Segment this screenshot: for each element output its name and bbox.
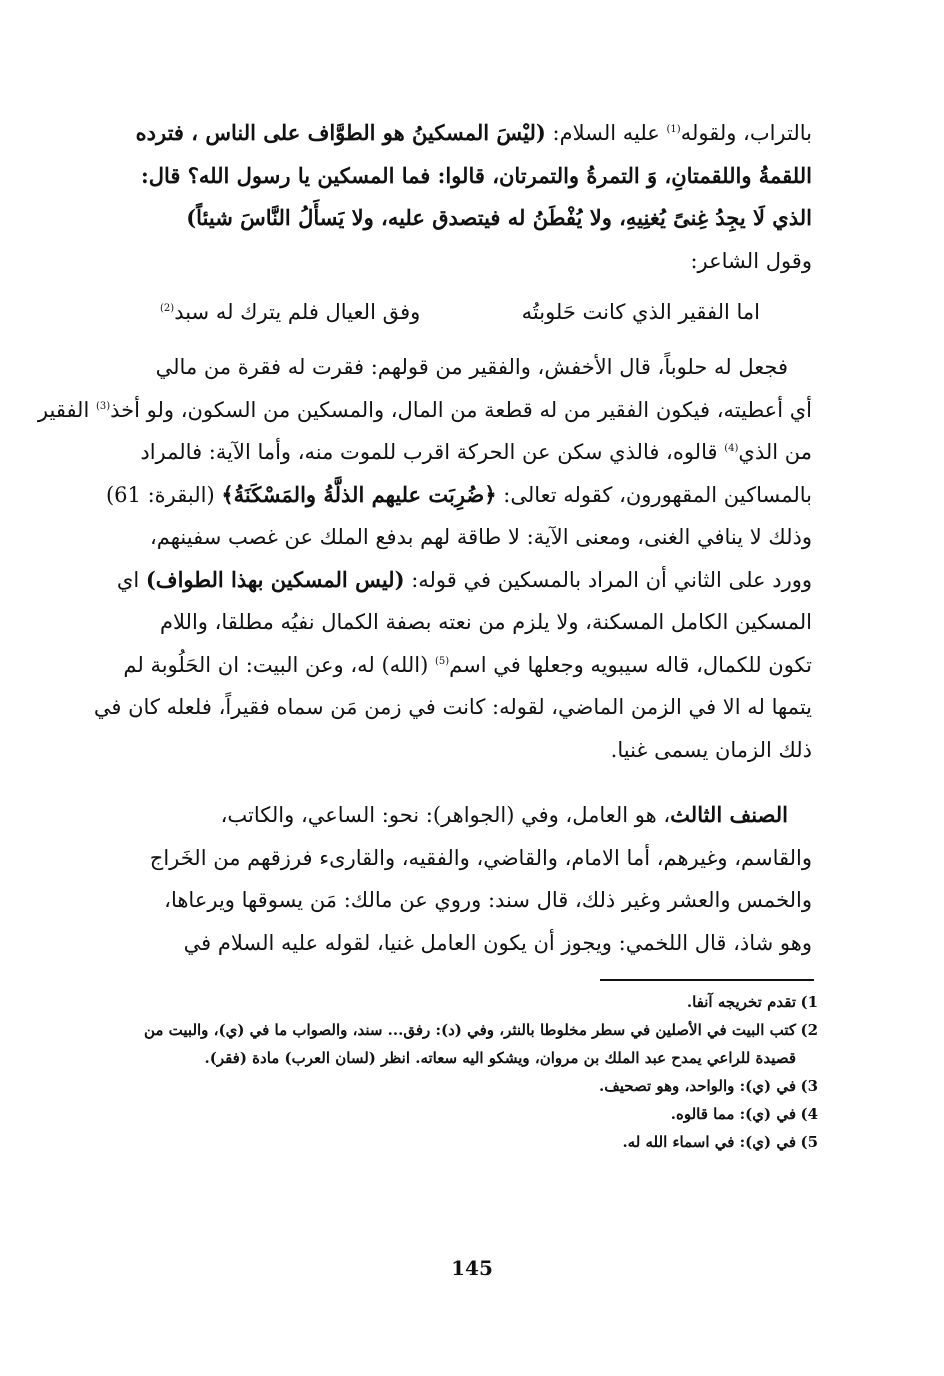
footnote-ref-3[interactable]: (3)	[95, 400, 111, 412]
paragraph-1-line-1: بالتراب، ولقوله$^{(1)}$ عليه السلام: (ليْسَ المسكينُ هو الطوَّاف على الناس ، فترده	[135, 120, 812, 145]
footnote-ref-4[interactable]: (4)	[724, 443, 739, 454]
footnote-4: 4) في (ي): مما قالوه.	[670, 1105, 818, 1123]
footnotes	[132, 988, 818, 1156]
footnote-5: 5) في (ي): في اسماء الله له.	[622, 1133, 818, 1151]
paragraph-3-line-3: والخمس والعشر وغير ذلك، قال سند: وروي عن مالك: مَن يسوقها ويرعاها،	[164, 888, 812, 912]
footnote-2: 2) كتب البيت في الأصلين في سطر مخلوطا بالنثر، وفي (د): رفق... سند، والصواب ما في (ي)، والبيت من قصيدة للراعي يمدح عبد الملك بن مروان، ويشكو اليه سعاته. انظر (لسان العرب) مادة (فقر).	[143, 1021, 818, 1067]
footnote-ref-2[interactable]: (2)	[160, 303, 175, 314]
paragraph-2-line-6: وورد على الثاني أن المراد بالمسكين في قوله: (ليس المسكين بهذا الطواف) اي	[116, 566, 812, 592]
paragraph-1-line-2: اللقمةُ واللقمتانِ، وَ التمرةُ والتمرتان، قالوا: فما المسكين يا رسول الله؟ قال:	[141, 162, 812, 188]
paragraph-3-line-2: والقاسم، وغيرهم، أما الامام، والقاضي، والفقيه، والقارىء فرزقهم من الخَراج	[149, 845, 812, 870]
paragraph-2-line-1: فجعل له حلوباً، قال الأخفش، والفقير من قولهم: فقرت له فقرة من مالي	[155, 355, 788, 379]
paragraph-3-line-4: وهو شاذ، قال اللخمي: ويجوز أن يكون العامل غنيا، لقوله عليه السلام في	[183, 930, 812, 955]
paragraph-2-line-4: بالمساكين المقهورون، كقوله تعالى: ﴿ضُرِبَت عليهم الذلَّةُ والمَسْكَنَةُ﴾ (البقرة: 61)	[105, 481, 812, 507]
section-heading: الصنف الثالث	[670, 802, 788, 827]
paragraph-1	[132, 112, 812, 282]
paragraph-2-line-9: يتمها له الا في الزمن الماضي، لقوله: كانت في زمن مَن سماه فقيراً، فلعله كان في	[93, 695, 812, 719]
verse-second-hemistich: وفق العيال فلم يترك له سبد$^{(2)}$	[160, 300, 421, 324]
paragraph-2-line-5: وذلك لا ينافي الغنى، ومعنى الآية: لا طاقة لهم بدفع الملك عن غصب سفينهم،	[149, 525, 812, 549]
hadith-quote: (ليْسَ المسكينُ هو الطوَّاف على الناس ، فترده	[135, 120, 546, 145]
paragraph-3-line-1: الصنف الثالث، هو العامل، وفي (الجواهر): نحو: الساعي، والكاتب،	[220, 802, 788, 827]
paragraph-2	[37, 346, 812, 771]
footnote-3: 3) في (ي): والواحد، وهو تصحيف.	[599, 1077, 818, 1095]
paragraph-2-line-3: من الذي$^{(4)}$ قالوه، فالذي سكن عن الحركة اقرب للموت منه، وأما الآية: فالمراد	[140, 440, 812, 464]
paragraph-2-line-2: أي أعطيته، فيكون الفقير من له قطعة من المال، والمسكين من السكون، ولو أخذ$^{(3)}$ الفقير	[37, 397, 812, 422]
paragraph-2-line-8: تكون للكمال، قاله سيبويه وجعلها في اسم$^{(5)}$ (الله) له، وعن البيت: ان الحَلُوبة لم	[123, 652, 812, 677]
footnote-ref-1[interactable]: (1)	[666, 124, 681, 135]
paragraph-1-line-4: وقول الشاعر:	[690, 248, 812, 273]
footnote-ref-5[interactable]: (5)	[434, 655, 450, 667]
verse-first-hemistich: اما الفقير الذي كانت حَلوبتُه	[521, 300, 760, 324]
paragraph-3	[132, 794, 812, 964]
paragraph-2-line-10: ذلك الزمان يسمى غنيا.	[610, 737, 812, 762]
paragraph-1-line-3: الذي لَا يجِدُ غِنىً يُغنِيهِ، ولا يُفْطَنُ له فيتصدق عليه، ولا يَسأَلُ النَّاسَ شيئاً)	[186, 205, 812, 230]
quran-verse: ﴿ضُرِبَت عليهم الذلَّةُ والمَسْكَنَةُ﴾	[221, 481, 497, 507]
footnote-divider	[600, 979, 814, 981]
footnote-1: 1) تقدم تخريجه آنفا.	[686, 993, 818, 1011]
page-number: 145	[451, 1256, 493, 1280]
hadith-reference: (ليس المسكين بهذا الطواف)	[145, 566, 405, 592]
paragraph-2-line-7: المسكين الكامل المسكنة، ولا يلزم من نعته بصفة الكمال نفيُه مطلقا، واللام	[160, 610, 812, 634]
